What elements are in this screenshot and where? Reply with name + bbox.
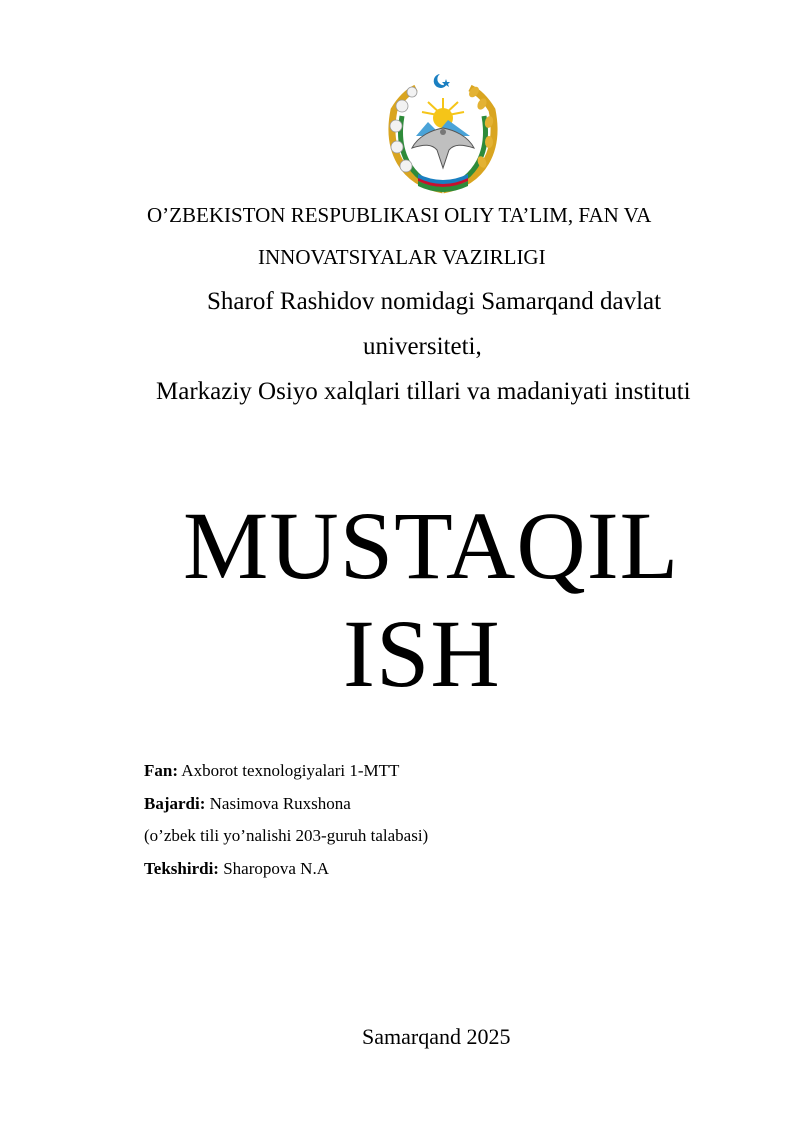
place-and-year: Samarqand 2025 xyxy=(362,1024,511,1049)
detail-reviewer xyxy=(144,859,329,879)
detail-value: Sharopova N.A xyxy=(218,859,329,878)
detail-label: Fan: xyxy=(144,761,178,780)
institute-name: Markaziy Osiyo xalqlari tillari va madaniyati instituti xyxy=(156,378,691,405)
detail-value: (o’zbek tili yo’nalishi 203-guruh talabasi) xyxy=(144,826,429,845)
detail-value: Nasimova Ruxshona xyxy=(205,794,351,813)
detail-subject xyxy=(144,761,399,781)
ministry-name-line-2: INNOVATSIYALAR VAZIRLIGI xyxy=(258,245,546,269)
document-title-line-1: MUSTAQIL xyxy=(183,492,680,599)
detail-author xyxy=(144,794,351,814)
detail-author-group xyxy=(144,826,428,846)
ministry-name-line-1: O’ZBEKISTON RESPUBLIKASI OLIY TA’LIM, FAN VA xyxy=(147,203,652,227)
state-emblem-icon xyxy=(382,70,504,196)
document-title-line-2: ISH xyxy=(343,600,501,707)
detail-label: Tekshirdi: xyxy=(144,859,219,878)
university-name-line-2: universiteti, xyxy=(363,333,482,360)
detail-value: Axborot texnologiyalari 1-MTT xyxy=(178,761,400,780)
detail-label: Bajardi: xyxy=(144,794,206,813)
university-name-line-1: Sharof Rashidov nomidagi Samarqand davlat xyxy=(207,288,662,315)
